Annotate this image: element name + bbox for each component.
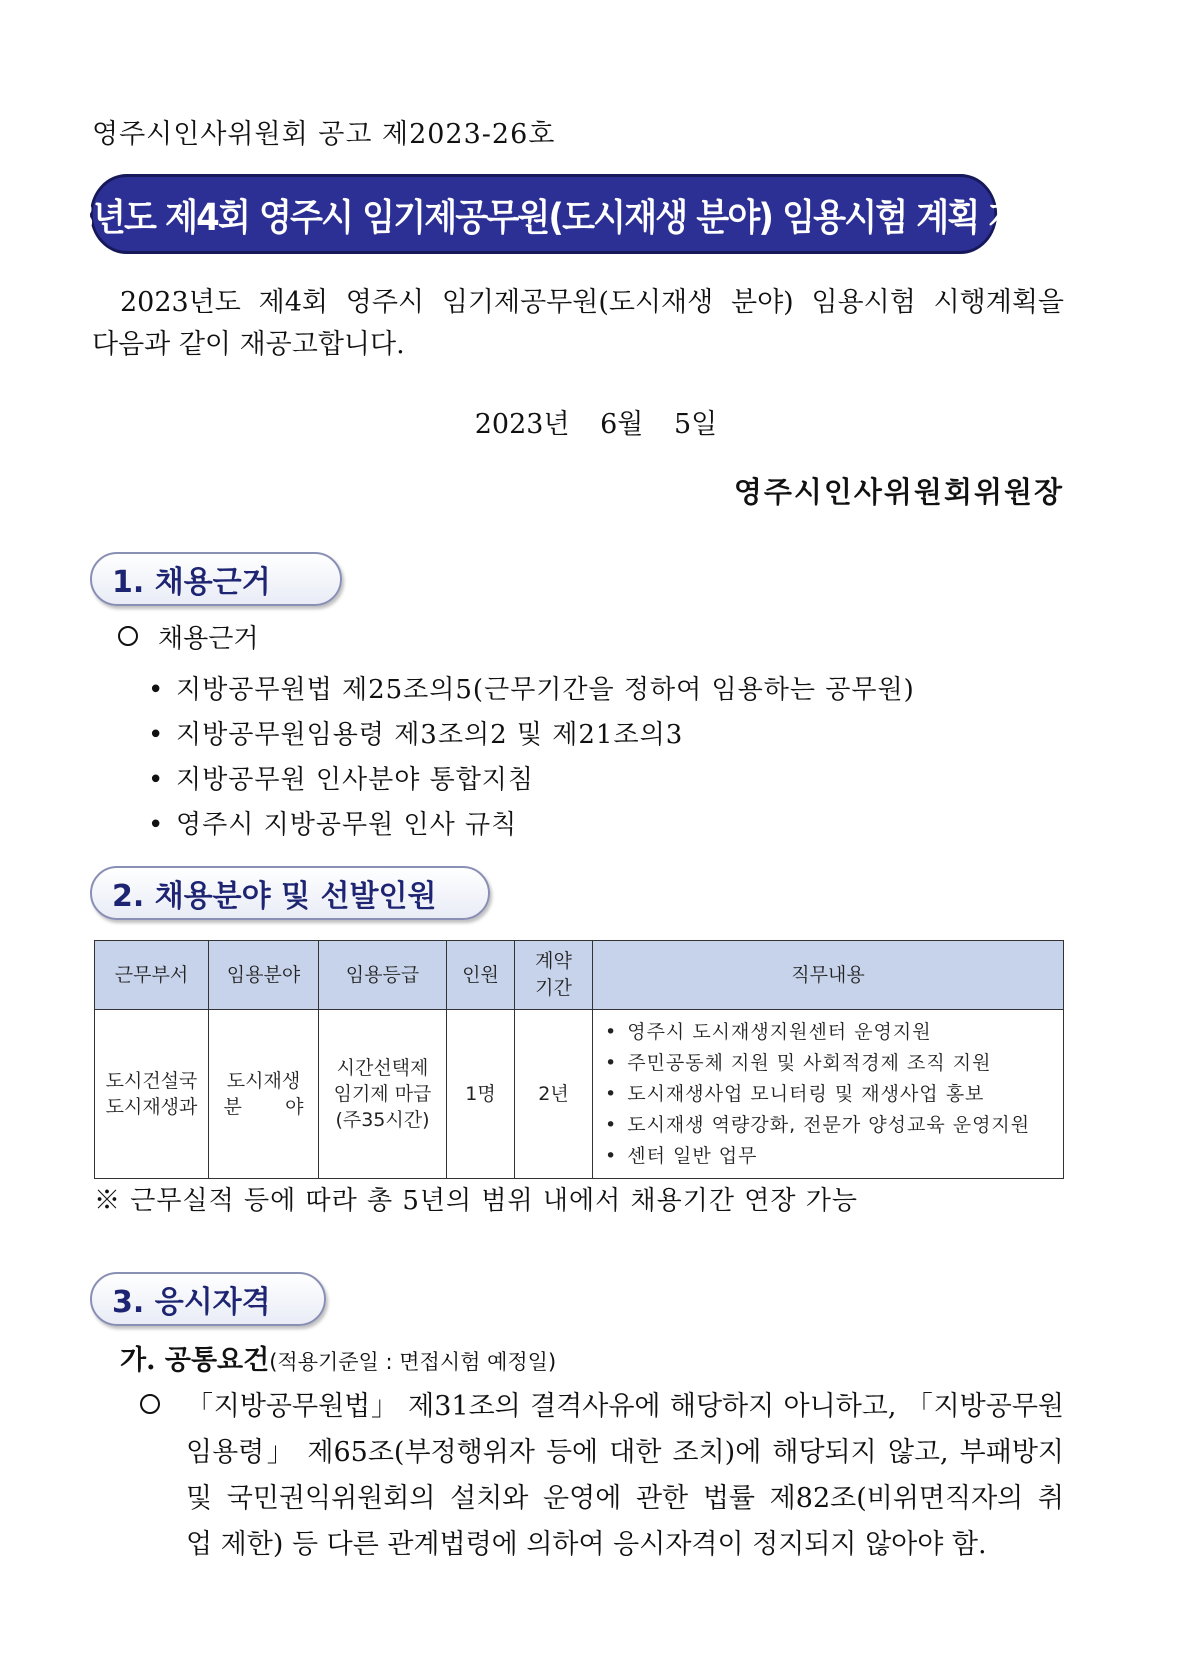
subsection-heading: [120, 1338, 556, 1377]
table-header-row: [95, 941, 1064, 1010]
bullet-head-label: 채용근거: [158, 624, 259, 654]
grade-line3: (주35시간): [335, 1109, 430, 1131]
header-grade: 임용등급: [319, 941, 447, 1010]
section-2-heading: 2. 채용분야 및 선발인원: [90, 866, 490, 920]
section-1-bullet-head: [118, 618, 258, 655]
intro-line-2: 다음과 같이 재공고합니다.: [92, 329, 405, 360]
hollow-circle-icon: [118, 626, 138, 646]
list-item: • 지방공무원 인사분야 통합지침: [148, 758, 915, 803]
hollow-circle-icon: [140, 1394, 160, 1414]
requirement-line: 임용령」 제65조(부정행위자 등에 대한 조치)에 해당되지 않고, 부패방지: [186, 1437, 1064, 1468]
header-field: 임용분야: [209, 941, 319, 1010]
header-period-line1: 계약: [535, 950, 572, 972]
list-item: • 영주시 지방공무원 인사 규칙: [148, 803, 915, 848]
duty-item: • 주민공동체 지원 및 사회적경제 조직 지원: [605, 1048, 1062, 1079]
field-line2-b: 야: [285, 1096, 304, 1118]
requirement-paragraph: [140, 1384, 1064, 1568]
cell-grade: [319, 1010, 447, 1179]
requirement-bullet: [140, 1384, 186, 1568]
extension-note: ※ 근무실적 등에 따라 총 5년의 범위 내에서 채용기간 연장 가능: [94, 1186, 858, 1216]
header-dept: 근무부서: [95, 941, 209, 1010]
intro-paragraph: [92, 282, 1064, 366]
header-period-line2: 기간: [535, 977, 572, 999]
grade-line1: 시간선택제: [336, 1057, 429, 1079]
duty-item: • 도시재생사업 모니터링 및 재생사업 홍보: [605, 1079, 1062, 1110]
cell-dept: [95, 1010, 209, 1179]
requirement-line: 「지방공무원법」 제31조의 결격사유에 해당하지 아니하고, 「지방공무원: [186, 1391, 1064, 1422]
list-item: • 지방공무원임용령 제3조의2 및 제21조의3: [148, 713, 915, 758]
list-item: • 지방공무원법 제25조의5(근무기간을 정하여 임용하는 공무원): [148, 668, 915, 713]
notice-number: 영주시인사위원회 공고 제2023-26호: [92, 119, 556, 150]
announcement-date: 2023년 6월 5일: [474, 409, 718, 440]
field-line1: 도시재생: [226, 1070, 301, 1092]
subsection-paren: (적용기준일 : 면접시험 예정일): [269, 1350, 557, 1374]
requirement-line: 및 국민권익위원회의 설치와 운영에 관한 법률 제82조(비위면직자의 취: [186, 1483, 1064, 1514]
requirement-line: 업 제한) 등 다른 관계법령에 의하여 응시자격이 정지되지 않아야 함.: [186, 1529, 987, 1560]
field-line2-a: 분: [223, 1096, 242, 1118]
duty-item: • 센터 일반 업무: [605, 1141, 1062, 1172]
issuer: 영주시인사위원회위원장: [733, 475, 1064, 509]
cell-period: 2년: [515, 1010, 593, 1179]
field-line2: [224, 1094, 304, 1120]
recruitment-table: [94, 940, 1064, 1179]
cell-count: 1명: [447, 1010, 515, 1179]
section-3-heading: 3. 응시자격: [90, 1272, 326, 1326]
cell-field: [209, 1010, 319, 1179]
grade-line2: 임기제 마급: [333, 1083, 432, 1105]
dept-line2: 도시재생과: [105, 1096, 198, 1118]
header-duties: 직무내용: [593, 941, 1064, 1010]
legal-basis-list: [148, 668, 915, 848]
subsection-label: 가. 공통요건: [120, 1345, 270, 1376]
requirement-body: [186, 1384, 1064, 1568]
cell-duties: [593, 1010, 1064, 1179]
requirement-row: [140, 1384, 1064, 1568]
intro-line-1: 2023년도 제4회 영주시 임기제공무원(도시재생 분야) 임용시험 시행계획을: [120, 287, 1064, 318]
section-1-heading: 1. 채용근거: [90, 552, 342, 606]
header-count: 인원: [447, 941, 515, 1010]
duty-item: • 영주시 도시재생지원센터 운영지원: [605, 1017, 1062, 1048]
header-period: [515, 941, 593, 1010]
duty-item: • 도시재생 역량강화, 전문가 양성교육 운영지원: [605, 1110, 1062, 1141]
page-title: 2023년도 제4회 영주시 임기제공무원(도시재생 분야) 임용시험 계획 재공고: [90, 174, 997, 254]
table-row: [95, 1010, 1064, 1179]
dept-line1: 도시건설국: [105, 1070, 198, 1092]
